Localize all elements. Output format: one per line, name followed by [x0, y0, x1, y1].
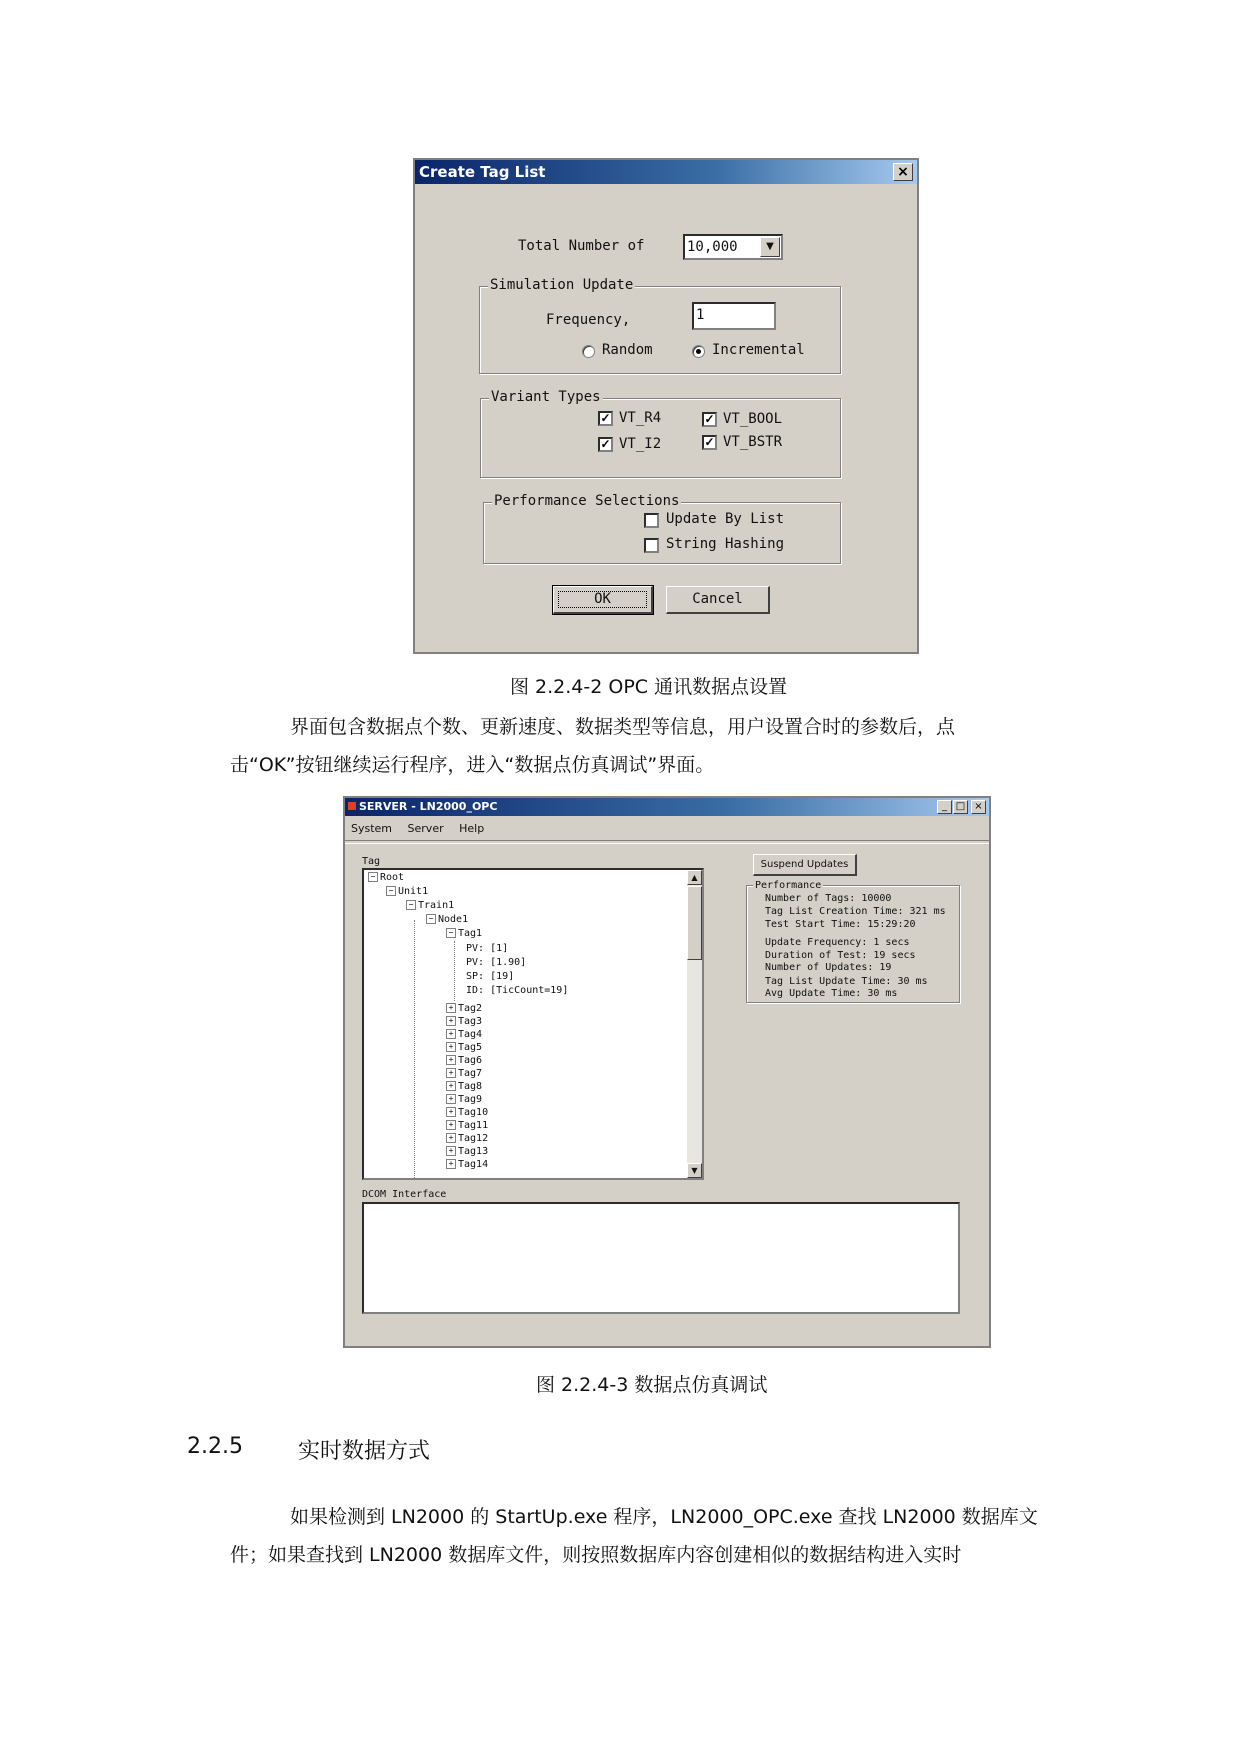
- tree-item-train1[interactable]: − Train1: [406, 899, 454, 912]
- frequency-label: Frequency,: [546, 312, 631, 328]
- server-window: [343, 796, 991, 1348]
- expand-icon[interactable]: +: [446, 1068, 456, 1078]
- menu-system[interactable]: System: [351, 822, 393, 835]
- performance-label: Performance: [755, 880, 822, 891]
- total-number-value: 10,000: [687, 239, 738, 255]
- vt-r4-label: VT_R4: [619, 410, 662, 426]
- tree-item-tag[interactable]: + Tag5: [446, 1041, 488, 1054]
- tag-label: Tag: [362, 856, 381, 867]
- tree-item-tag[interactable]: + Tag3: [446, 1015, 488, 1028]
- performance-selections-group: [483, 493, 841, 564]
- cancel-button[interactable]: [666, 586, 770, 614]
- dcom-interface-label: DCOM Interface: [362, 1189, 447, 1200]
- tree-item-unit1[interactable]: − Unit1: [386, 885, 428, 898]
- collapse-icon[interactable]: −: [368, 872, 378, 882]
- checkbox-vt-bool[interactable]: ✓: [702, 412, 717, 427]
- paragraph-2-line-2: 件；如果查找到 LN2000 数据库文件，则按照数据库内容创建相似的数据结构进入实时: [230, 1544, 962, 1566]
- dialog-title-bar: [415, 160, 917, 184]
- checkbox-update-by-list[interactable]: [644, 513, 659, 528]
- cancel-label: Cancel: [692, 591, 743, 607]
- perf-line-frequency: Update Frequency: 1 secs: [765, 937, 910, 948]
- perf-line-start-time: Test Start Time: 15:29:20: [765, 919, 916, 930]
- expand-icon[interactable]: +: [446, 1120, 456, 1130]
- collapse-icon[interactable]: −: [386, 886, 396, 896]
- perf-line-updates: Number of Updates: 19: [765, 962, 892, 973]
- menu-help[interactable]: Help: [459, 822, 485, 835]
- tree-item-tag[interactable]: + Tag7: [446, 1067, 488, 1080]
- tree-item-node1[interactable]: − Node1: [426, 913, 468, 926]
- menu-server[interactable]: Server: [407, 822, 444, 835]
- simulation-update-label: Simulation Update: [490, 277, 634, 293]
- perf-line-creation-time: Tag List Creation Time: 321 ms: [765, 906, 946, 917]
- app-icon: [348, 802, 356, 810]
- perf-line-duration: Duration of Test: 19 secs: [765, 950, 916, 961]
- section-title: 实时数据方式: [298, 1439, 431, 1464]
- checkbox-vt-r4[interactable]: ✓: [598, 411, 613, 426]
- checkbox-vt-bstr[interactable]: ✓: [702, 435, 717, 450]
- frequency-input[interactable]: [692, 302, 776, 330]
- window-title-bar: [345, 798, 989, 816]
- minimize-icon[interactable]: _: [937, 800, 952, 814]
- collapse-icon[interactable]: −: [426, 914, 436, 924]
- radio-selected-dot: [696, 349, 701, 354]
- tree-item-tag[interactable]: + Tag14: [446, 1158, 488, 1171]
- tree-item-tag[interactable]: + Tag4: [446, 1028, 488, 1041]
- close-icon[interactable]: ×: [971, 800, 986, 814]
- vt-i2-label: VT_I2: [619, 436, 662, 452]
- string-hashing-label: String Hashing: [666, 536, 785, 552]
- expand-icon[interactable]: +: [446, 1016, 456, 1026]
- tree-line: [454, 941, 455, 1001]
- tree-item-tag[interactable]: + Tag8: [446, 1080, 488, 1093]
- radio-random-label: Random: [602, 342, 653, 358]
- expand-icon[interactable]: +: [446, 1081, 456, 1091]
- tree-item-tag[interactable]: + Tag6: [446, 1054, 488, 1067]
- perf-line-tags: Number of Tags: 10000: [765, 893, 892, 904]
- close-icon[interactable]: ×: [893, 163, 913, 181]
- section-number: 2.2.5: [187, 1434, 243, 1459]
- tree-scrollbar[interactable]: [687, 870, 702, 1178]
- checkbox-vt-i2[interactable]: ✓: [598, 437, 613, 452]
- ok-label: OK: [594, 591, 611, 607]
- radio-random[interactable]: [582, 345, 595, 358]
- figure-caption-1: 图 2.2.4-2 OPC 通讯数据点设置: [510, 676, 788, 698]
- tree-item-tag1[interactable]: − Tag1: [446, 927, 482, 940]
- chevron-down-icon[interactable]: ▼: [760, 237, 780, 257]
- variant-types-label: Variant Types: [491, 389, 601, 405]
- focus-rect: [558, 591, 647, 608]
- tree-leaf-sp[interactable]: SP: [19]: [466, 971, 515, 982]
- scroll-down-icon[interactable]: ▼: [687, 1163, 702, 1178]
- dialog-title: Create Tag List: [419, 163, 546, 181]
- expand-icon[interactable]: +: [446, 1042, 456, 1052]
- total-number-combo[interactable]: [683, 234, 783, 260]
- checkbox-string-hashing[interactable]: [644, 538, 659, 553]
- expand-icon[interactable]: +: [446, 1107, 456, 1117]
- vt-bool-label: VT_BOOL: [723, 411, 783, 427]
- tree-leaf-id[interactable]: ID: [TicCount=19]: [466, 985, 569, 996]
- paragraph-2-line-1: 如果检测到 LN2000 的 StartUp.exe 程序，LN2000_OPC.exe 查找 LN2000 数据库文: [290, 1506, 1038, 1528]
- simulation-update-group: [479, 277, 841, 374]
- scroll-thumb[interactable]: [687, 886, 702, 960]
- radio-incremental-label: Incremental: [712, 342, 805, 358]
- paragraph-1-line-1: 界面包含数据点个数、更新速度、数据类型等信息，用户设置合时的参数后，点: [290, 716, 956, 738]
- performance-selections-label: Performance Selections: [494, 493, 680, 509]
- frequency-value: 1: [696, 307, 705, 323]
- tree-line: [414, 920, 415, 1180]
- menu-divider: [345, 840, 989, 844]
- expand-icon[interactable]: +: [446, 1055, 456, 1065]
- vt-bstr-label: VT_BSTR: [723, 434, 783, 450]
- tree-item-tag[interactable]: + Tag11: [446, 1119, 488, 1132]
- create-tag-list-dialog: [413, 158, 919, 654]
- tag-tree-view[interactable]: [362, 868, 704, 1180]
- tree-item-tag[interactable]: + Tag10: [446, 1106, 488, 1119]
- tree-item-tag[interactable]: + Tag9: [446, 1093, 488, 1106]
- tree-leaf-pv2[interactable]: PV: [1.90]: [466, 957, 527, 968]
- tree-item-tag[interactable]: + Tag12: [446, 1132, 488, 1145]
- figure-caption-2: 图 2.2.4-3 数据点仿真调试: [536, 1374, 768, 1396]
- expand-icon[interactable]: +: [446, 1133, 456, 1143]
- expand-icon[interactable]: +: [446, 1094, 456, 1104]
- expand-icon[interactable]: +: [446, 1159, 456, 1169]
- tree-item-root[interactable]: − Root: [368, 871, 404, 884]
- expand-icon[interactable]: +: [446, 1146, 456, 1156]
- scroll-up-icon[interactable]: ▲: [687, 870, 702, 885]
- menu-bar: [351, 822, 496, 835]
- suspend-updates-label: Suspend Updates: [760, 859, 849, 870]
- tree-leaf-pv1[interactable]: PV: [1]: [466, 943, 509, 954]
- maximize-icon[interactable]: □: [953, 800, 968, 814]
- window-title: SERVER - LN2000_OPC: [359, 800, 498, 813]
- radio-incremental[interactable]: [692, 345, 705, 358]
- tag-list: [446, 1002, 488, 1171]
- tree-item-tag[interactable]: + Tag2: [446, 1002, 488, 1015]
- collapse-icon[interactable]: −: [406, 900, 416, 910]
- expand-icon[interactable]: +: [446, 1029, 456, 1039]
- suspend-updates-button[interactable]: [753, 854, 857, 876]
- perf-line-update-time: Tag List Update Time: 30 ms: [765, 976, 928, 987]
- perf-line-avg-time: Avg Update Time: 30 ms: [765, 988, 898, 999]
- tree-item-tag[interactable]: + Tag13: [446, 1145, 488, 1158]
- total-number-label: Total Number of: [518, 238, 645, 254]
- expand-icon[interactable]: +: [446, 1003, 456, 1013]
- variant-types-group: [480, 389, 841, 478]
- ok-button[interactable]: [553, 586, 653, 614]
- dcom-interface-box[interactable]: [362, 1202, 960, 1314]
- performance-group: [746, 880, 960, 1003]
- update-by-list-label: Update By List: [666, 511, 785, 527]
- collapse-icon[interactable]: −: [446, 928, 456, 938]
- paragraph-1-line-2: 击“OK”按钮继续运行程序，进入“数据点仿真调试”界面。: [230, 754, 715, 776]
